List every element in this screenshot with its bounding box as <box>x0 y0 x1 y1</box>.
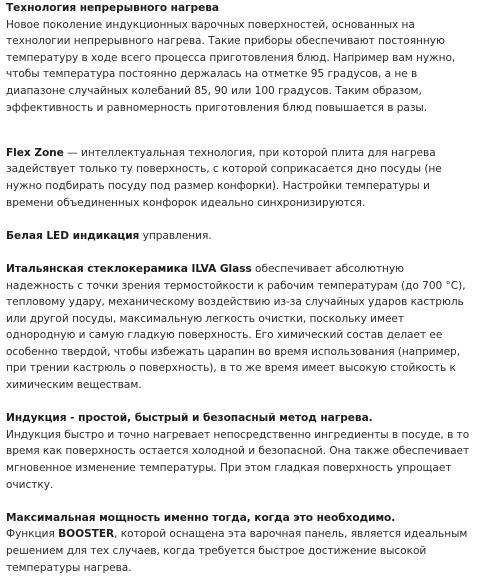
paragraph-ilva-glass <box>6 261 474 394</box>
paragraph-induction: Индукция быстро и точно нагревает непосредственно ингредиенты в посуде, в то время как поверхность остается холодной и безопасной. Она также обеспечивает мгновенное изменение температуры. При этом гладкая поверхность упрощает очистку. <box>6 428 470 491</box>
term-booster: BOOSTER <box>58 528 115 541</box>
spacer <box>6 211 474 228</box>
section-heading-continuous-heating: Технология непрерывного нагрева <box>6 2 219 14</box>
text-ilva-glass: обеспечивает абсолютную надежность с точки зрения термостойкости к рабочим температурам (до 700 °С), тепловому удару, механическому воздействию из-за случайных ударов кастрюль или другой посуды, максимальную легкость очистки, поскольку имеет однородную и самую гладкую поверхность. Его химический состав делает ее особенно твердой, чтобы избежать царапин во время использования (например, при трении кастрюль о поверхность), в то же время имеет высокую стойкость к химическим веществам. <box>6 262 466 392</box>
paragraph-led <box>6 228 474 245</box>
spacer <box>6 116 474 133</box>
spacer <box>6 493 474 510</box>
text-booster: , которой оснащена эта варочная панель, является идеальным решением для тех случаев, когда требуется быстрое достижение высокой температуры нагрева. <box>6 528 468 574</box>
term-ilva-glass: Итальянская стеклокерамика ILVA Glass <box>6 262 252 275</box>
section-heading-induction: Индукция - простой, быстрый и безопасный метод нагрева. <box>6 412 373 425</box>
spacer <box>6 133 474 145</box>
term-flex-zone: Flex Zone <box>6 146 64 159</box>
paragraph-flex-zone <box>6 145 474 211</box>
paragraph-booster <box>6 526 474 576</box>
paragraph-continuous-heating: Новое поколение индукционных варочных поверхностей, основанных на технологии непрерывного нагрева. Такие приборы обеспечивают постоянную температуру в ходе всего процесса приготовления блюд. Например вам нужно, чтобы температура постоянно держалась на отметке 95 градусов, а не в диапазоне случайных колебаний 85, 90 или 100 градусов. Таким образом, эффективность и равномерность приготовления блюд повышается в разы. <box>6 18 456 114</box>
text-led: управления. <box>139 229 212 242</box>
term-led: Белая LED индикация <box>6 229 140 242</box>
section-heading-booster: Максимальная мощность именно тогда, когда это необходимо. <box>6 511 396 524</box>
text-flex-zone: — интеллектуальная технология, при которой плита для нагрева задействует только ту поверхность, с которой соприкасается дно посуды (не нужно подбирать посуду под размер конфорки). Настройки температуры и времени объединенных конфорок идеально синхронизируются. <box>6 146 442 209</box>
spacer <box>6 394 474 411</box>
spacer <box>6 244 474 261</box>
text-booster-prefix: Функция <box>6 528 59 541</box>
